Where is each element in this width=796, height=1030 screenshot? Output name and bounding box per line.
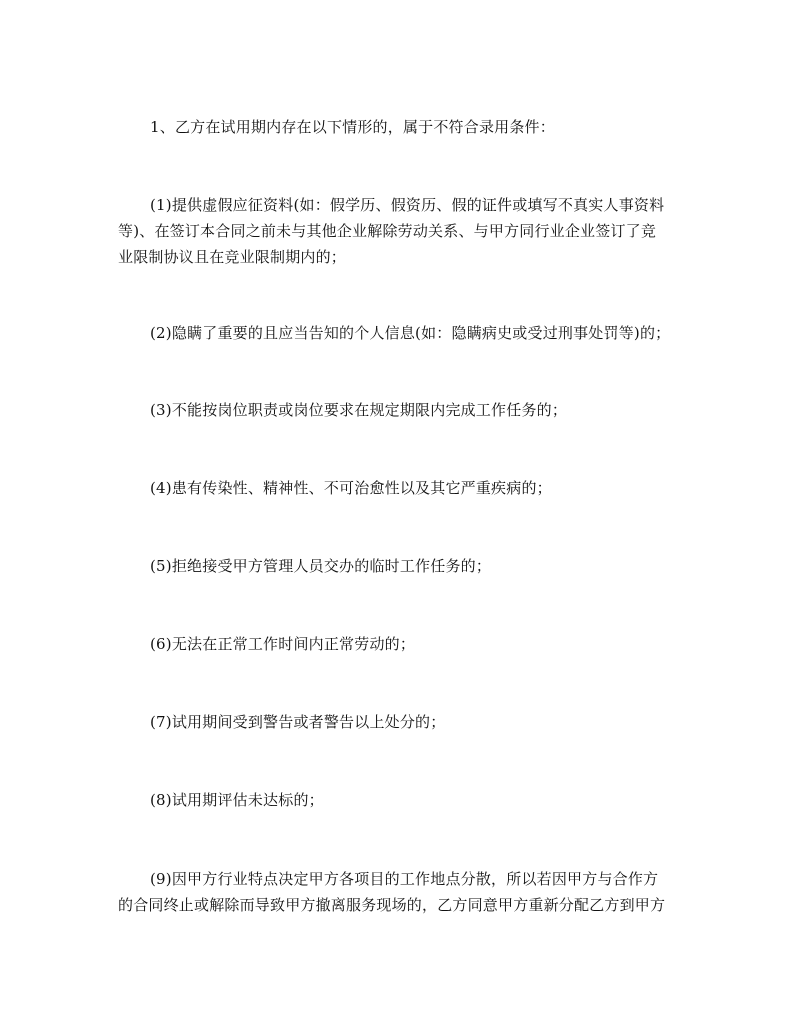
- clause-item-1: [118, 192, 686, 270]
- paragraph-line: 的合同终止或解除而导致甲方撤离服务现场的，乙方同意甲方重新分配乙方到甲方: [118, 896, 666, 914]
- paragraph-line: (3)不能按岗位职责或岗位要求在规定期限内完成工作任务的；: [150, 401, 568, 419]
- paragraph-line: (9)因甲方行业特点决定甲方各项目的工作地点分散，所以若因甲方与合作方: [150, 870, 659, 888]
- paragraph-line: 业限制协议且在竞业限制期内的；: [118, 248, 347, 266]
- paragraph-line: (7)试用期间受到警告或者警告以上处分的；: [150, 713, 446, 731]
- paragraph-line: (2)隐瞒了重要的且应当告知的个人信息(如：隐瞒病史或受过刑事处罚等)的；: [150, 324, 671, 342]
- clause-item-9: [118, 866, 686, 918]
- clause-item-4: [118, 475, 686, 501]
- clause-item-7: [118, 709, 686, 735]
- clause-item-6: [118, 631, 686, 657]
- paragraph-line: 等)、在签订本合同之前未与其他企业解除劳动关系、与甲方同行业企业签订了竞: [118, 222, 657, 240]
- clause-item-3: [118, 397, 686, 423]
- paragraph-line: (4)患有传染性、精神性、不可治愈性以及其它严重疾病的；: [150, 479, 552, 497]
- paragraph-line: (1)提供虚假应征资料(如：假学历、假资历、假的证件或填写不真实人事资料: [150, 196, 665, 214]
- paragraph-line: (8)试用期评估未达标的；: [150, 791, 324, 809]
- clause-item-2: [118, 320, 686, 346]
- paragraph-line: (5)拒绝接受甲方管理人员交办的临时工作任务的；: [150, 557, 492, 575]
- paragraph-line: (6)无法在正常工作时间内正常劳动的；: [150, 635, 416, 653]
- clause-item-8: [118, 787, 686, 813]
- clause-intro: [118, 114, 686, 140]
- clause-item-5: [118, 553, 686, 579]
- paragraph-line: 1、乙方在试用期内存在以下情形的，属于不符合录用条件：: [150, 118, 555, 136]
